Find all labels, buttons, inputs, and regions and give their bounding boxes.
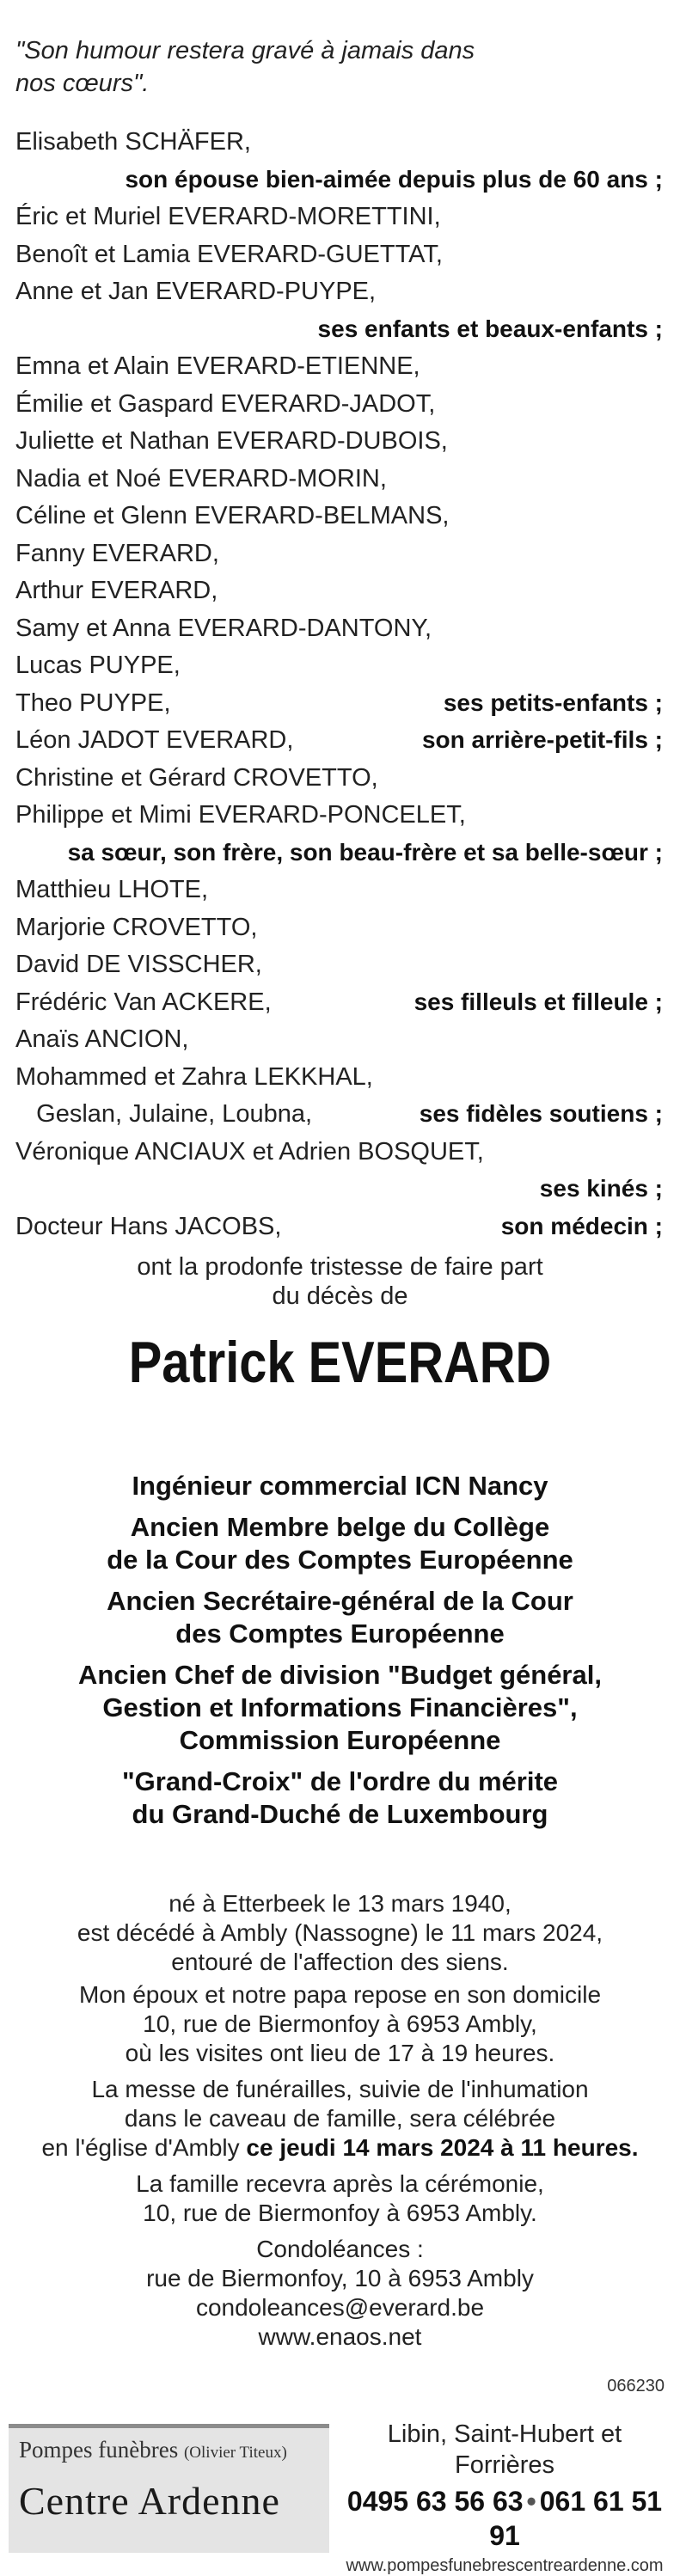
family-member-name: Léon JADOT EVERARD, [15,726,294,754]
bio-surrounded: entouré de l'affection des siens. [171,1949,509,1975]
title-block [0,1765,680,1831]
funeral-home-type: Pompes funèbres [19,2437,179,2463]
funeral-home-name: Centre Ardenne [19,2479,280,2523]
family-member-name: Matthieu LHOTE, [15,876,209,903]
phone-mobile[interactable]: 0495 63 56 63 [346,2486,524,2517]
receive-line-1: La famille recevra après la cérémonie, [136,2170,544,2197]
family-relation: son arrière-petit-fils ; [421,726,663,753]
family-member-name: Mohammed et Zahra LEKKHAL, [15,1062,373,1091]
family-relation: son épouse bien-aimée depuis plus de 60 ans ; [125,165,663,193]
family-relation: sa sœur, son frère, son beau-frère et sa belle-sœur ; [67,838,663,866]
title-line: du Grand-Duché de Luxembourg [132,1799,548,1829]
mass-line-3 [0,2133,680,2163]
family-member-name: Geslan, Julaine, Loubna, [15,1100,313,1128]
intro-line-1: ont la prodonfe tristesse de faire part [137,1253,543,1281]
title-line: Ancien Secrétaire-général de la Cour [107,1586,573,1616]
family-member-name: Céline et Glenn EVERARD-BELMANS, [15,502,450,529]
family-member-name: David DE VISSCHER, [15,951,262,978]
funeral-home-phones [337,2484,672,2553]
family-relation: ses kinés ; [539,1175,663,1202]
family-member-name: Émilie et Gaspard EVERARD-JADOT, [15,389,436,418]
mass-line-2: dans le caveau de famille, sera célébrée [124,2105,556,2132]
funeral-home-cities: Libin, Saint-Hubert et Forrières [387,2420,622,2479]
family-relation: ses fidèles soutiens ; [419,1100,663,1127]
funeral-home-owner: (Olivier Titeux) [183,2444,287,2462]
family-member-name: Emna et Alain EVERARD-ETIENNE, [15,352,420,380]
phone-separator: • [526,2486,536,2517]
title-block [0,1511,680,1576]
phone-landline[interactable]: 061 61 51 91 [489,2486,663,2551]
receive-line-2: 10, rue de Biermonfoy à 6953 Ambly. [143,2200,537,2226]
family-member-name: Éric et Muriel EVERARD-MORETTINI, [15,203,441,230]
title-line: de la Cour des Comptes Européenne [107,1545,573,1575]
condolences-label: Condoléances : [256,2236,424,2262]
family-relation: son médecin ; [500,1212,663,1239]
mass-line-1: La messe de funérailles, suivie de l'inhumation [91,2076,589,2102]
repose-line-2: 10, rue de Biermonfoy à 6953 Ambly, [143,2010,537,2037]
title-block [0,1659,680,1757]
family-member-name: Philippe et Mimi EVERARD-PONCELET, [15,801,466,829]
condolences-website[interactable]: www.enaos.net [258,2323,422,2350]
title-line: Gestion et Informations Financières", [102,1692,578,1722]
funeral-home-contact [337,2419,672,2576]
family-member-name: Lucas PUYPE, [15,652,181,679]
title-line: Commission Européenne [179,1725,501,1755]
repose-line-3: où les visites ont lieu de 17 à 19 heures. [125,2040,555,2066]
title-block [0,1585,680,1650]
family-member-name: Véronique ANCIAUX et Adrien BOSQUET, [15,1137,484,1166]
titles-list [0,1470,680,1839]
mass-date: ce jeudi 14 mars 2024 à 11 heures. [246,2134,639,2161]
title-line: "Grand-Croix" de l'ordre du mérite [121,1766,559,1796]
condolences-email[interactable]: condoleances@everard.be [195,2294,485,2321]
funeral-home-logo [9,2424,329,2553]
family-relation: ses petits-enfants ; [443,688,663,716]
family-member-name: Samy et Anna EVERARD-DANTONY, [15,614,432,642]
intro-line-2: du décès de [272,1282,408,1310]
family-member-name: Theo PUYPE, [15,688,171,717]
title-line: Ancien Chef de division "Budget général, [78,1660,602,1690]
reference-number: 066230 [607,2377,665,2395]
family-member-name: Anne et Jan EVERARD-PUYPE, [15,278,377,305]
family-member-name: Anaïs ANCION, [15,1025,189,1053]
memorial-quote: "Son humour restera gravé à jamais dans nos cœurs". [15,37,475,97]
title-block [0,1470,680,1502]
family-relation: ses enfants et beaux-enfants ; [317,315,663,342]
bio-died: est décédé à Ambly (Nassogne) le 11 mars 2024, [77,1919,603,1946]
funeral-home-banner [0,2412,680,2575]
family-member-name: Juliette et Nathan EVERARD-DUBOIS, [15,427,448,455]
family-member-name: Nadia et Noé EVERARD-MORIN, [15,464,387,493]
family-member-name: Arthur EVERARD, [15,577,218,604]
family-member-name: Docteur Hans JACOBS, [15,1212,282,1240]
family-member-name: Fanny EVERARD, [15,539,219,567]
family-member-name: Christine et Gérard CROVETTO, [15,763,378,792]
deceased-name: Patrick EVERARD [128,1330,552,1395]
family-member-name: Benoît et Lamia EVERARD-GUETTAT, [15,240,443,268]
bio-born: né à Etterbeek le 13 mars 1940, [168,1890,512,1917]
condolences-address: rue de Biermonfoy, 10 à 6953 Ambly [146,2265,534,2291]
funeral-home-website[interactable]: www.pompesfunebrescentreardenne.com [346,2556,664,2575]
repose-line-1: Mon époux et notre papa repose en son domicile [78,1981,602,2008]
title-line: Ingénieur commercial ICN Nancy [132,1471,548,1501]
family-member-name: Frédéric Van ACKERE, [15,988,272,1016]
family-member-name: Marjorie CROVETTO, [15,913,258,941]
funeral-home-label [19,2437,287,2463]
family-relation: ses filleuls et filleule ; [414,988,663,1015]
title-line: Ancien Membre belge du Collège [130,1512,550,1542]
family-member-name: Elisabeth SCHÄFER, [15,128,251,156]
mass-line-3-a: en l'église d'Ambly [41,2134,247,2161]
title-line: des Comptes Européenne [175,1618,505,1649]
